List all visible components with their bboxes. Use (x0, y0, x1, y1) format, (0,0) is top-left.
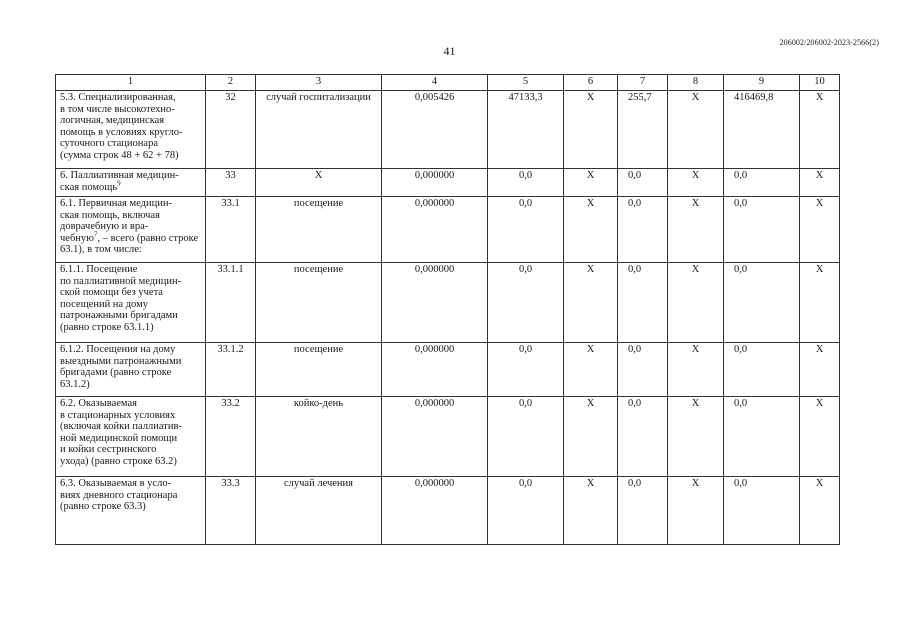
col7-cell: 255,7 (618, 91, 668, 169)
col9-cell: 0,0 (724, 263, 800, 343)
row-code-cell: 33.1 (206, 197, 256, 263)
row-code-cell: 33.1.2 (206, 343, 256, 397)
table-row (56, 197, 840, 263)
row-name-line: по паллиативной медицин- (60, 275, 182, 287)
row-name-line: помощь в условиях кругло- (60, 126, 183, 138)
column-header: 2 (206, 75, 256, 91)
unit-cell: случай госпитализации (256, 91, 382, 169)
col8-cell: X (668, 169, 724, 197)
row-name-line: (включая койки паллиатив- (60, 421, 182, 433)
row-name-line: 5.3. Специализированная, (60, 92, 176, 103)
row-name-line: посещений на дому (60, 298, 148, 310)
row-name-line: 6.1.1. Посещение (60, 264, 138, 275)
col9-cell: 0,0 (724, 197, 800, 263)
volume-norm-cell: 0,000000 (382, 263, 488, 343)
row-name-line: чебную (60, 232, 94, 244)
unit-cell: койко-день (256, 397, 382, 477)
col7-cell: 0,0 (618, 477, 668, 545)
col6-cell: X (564, 263, 618, 343)
table-row (56, 169, 840, 197)
row-code-cell: 33.1.1 (206, 263, 256, 343)
row-name-line: 6.3. Оказываемая в усло- (60, 478, 172, 489)
col7-cell: 0,0 (618, 263, 668, 343)
row-name-line: 6.1. Первичная медицин- (60, 198, 172, 209)
row-name-cell (56, 343, 206, 397)
col8-cell: X (668, 91, 724, 169)
row-name-line: (сумма строк 48 + 62 + 78) (60, 149, 179, 161)
page-number: 41 (443, 44, 456, 58)
cost-norm-cell: 47133,3 (488, 91, 564, 169)
col8-cell: X (668, 477, 724, 545)
row-name-line: патронажными бригадами (60, 310, 178, 322)
row-name-line: ской помощи без учета (60, 287, 163, 299)
col9-cell: 0,0 (724, 343, 800, 397)
row-name-line: ская помощь, включая (60, 209, 160, 221)
column-header: 7 (618, 75, 668, 91)
row-code-cell: 33.3 (206, 477, 256, 545)
footnote-marker: 7 (94, 230, 98, 239)
column-header: 9 (724, 75, 800, 91)
row-name-line: ной медицинской помощи (60, 432, 178, 444)
header-row (56, 75, 840, 91)
col10-cell: X (800, 263, 840, 343)
table-row (56, 397, 840, 477)
row-name-line: 6. Паллиативная медицин- (60, 170, 179, 181)
unit-cell: X (256, 169, 382, 197)
column-header: 4 (382, 75, 488, 91)
col10-cell: X (800, 169, 840, 197)
row-name-line: виях дневного стационара (60, 489, 178, 501)
col8-cell: X (668, 397, 724, 477)
row-name-cell (56, 169, 206, 197)
table-row (56, 263, 840, 343)
col6-cell: X (564, 91, 618, 169)
row-name-line: ская помощь (60, 181, 118, 193)
col9-cell: 0,0 (724, 477, 800, 545)
volume-norm-cell: 0,000000 (382, 197, 488, 263)
data-table (55, 74, 840, 545)
row-name-line: и койки сестринского (60, 444, 157, 456)
row-name-tail: , – всего (равно строке 63.1), в том числе: (60, 232, 199, 256)
volume-norm-cell: 0,005426 (382, 91, 488, 169)
footnote-marker: 9 (117, 179, 121, 188)
row-name-line: бригадами (равно строке (60, 367, 172, 379)
cost-norm-cell: 0,0 (488, 343, 564, 397)
row-code-cell: 32 (206, 91, 256, 169)
col7-cell: 0,0 (618, 343, 668, 397)
col9-cell: 416469,8 (724, 91, 800, 169)
volume-norm-cell: 0,000000 (382, 397, 488, 477)
row-name-cell (56, 197, 206, 263)
row-name-line: логичная, медицинская (60, 115, 165, 127)
col9-cell: 0,0 (724, 169, 800, 197)
cost-norm-cell: 0,0 (488, 169, 564, 197)
col6-cell: X (564, 343, 618, 397)
row-name-line: доврачебную и вра- (60, 221, 149, 233)
unit-cell: посещение (256, 263, 382, 343)
col7-cell: 0,0 (618, 197, 668, 263)
cost-norm-cell: 0,0 (488, 397, 564, 477)
col9-cell: 0,0 (724, 397, 800, 477)
col6-cell: X (564, 197, 618, 263)
col10-cell: X (800, 477, 840, 545)
col10-cell: X (800, 343, 840, 397)
row-code-cell: 33 (206, 169, 256, 197)
unit-cell: посещение (256, 197, 382, 263)
table-row (56, 477, 840, 545)
col7-cell: 0,0 (618, 169, 668, 197)
column-header: 6 (564, 75, 618, 91)
col6-cell: X (564, 169, 618, 197)
row-name-line: выездными патронажными (60, 355, 182, 367)
row-name-line: в том числе высокотехно- (60, 103, 175, 115)
col6-cell: X (564, 397, 618, 477)
row-name-line: 6.1.2. Посещения на дому (60, 344, 176, 355)
cost-norm-cell: 0,0 (488, 263, 564, 343)
column-header: 10 (800, 75, 840, 91)
row-name-line: в стационарных условиях (60, 409, 176, 421)
row-name-line: (равно строке 63.1.1) (60, 321, 154, 333)
col8-cell: X (668, 263, 724, 343)
row-name-line: ухода) (равно строке 63.2) (60, 455, 177, 467)
table-row (56, 343, 840, 397)
table-row (56, 91, 840, 169)
cost-norm-cell: 0,0 (488, 197, 564, 263)
unit-cell: посещение (256, 343, 382, 397)
col10-cell: X (800, 91, 840, 169)
row-name-cell (56, 263, 206, 343)
row-name-line: (равно строке 63.3) (60, 501, 146, 513)
document-id: 206002/206002-2023-2566(2) (779, 38, 879, 47)
row-name-line: суточного стационара (60, 138, 158, 150)
col7-cell: 0,0 (618, 397, 668, 477)
col8-cell: X (668, 343, 724, 397)
column-header: 5 (488, 75, 564, 91)
column-header: 1 (56, 75, 206, 91)
cost-norm-cell: 0,0 (488, 477, 564, 545)
row-code-cell: 33.2 (206, 397, 256, 477)
volume-norm-cell: 0,000000 (382, 477, 488, 545)
volume-norm-cell: 0,000000 (382, 169, 488, 197)
col6-cell: X (564, 477, 618, 545)
column-header: 8 (668, 75, 724, 91)
column-header: 3 (256, 75, 382, 91)
volume-norm-cell: 0,000000 (382, 343, 488, 397)
row-name-cell (56, 397, 206, 477)
col8-cell: X (668, 197, 724, 263)
row-name-line: 63.1.2) (60, 378, 90, 390)
row-name-line: 6.2. Оказываемая (60, 398, 137, 409)
row-name-cell (56, 91, 206, 169)
col10-cell: X (800, 397, 840, 477)
col10-cell: X (800, 197, 840, 263)
row-name-cell (56, 477, 206, 545)
unit-cell: случай лечения (256, 477, 382, 545)
